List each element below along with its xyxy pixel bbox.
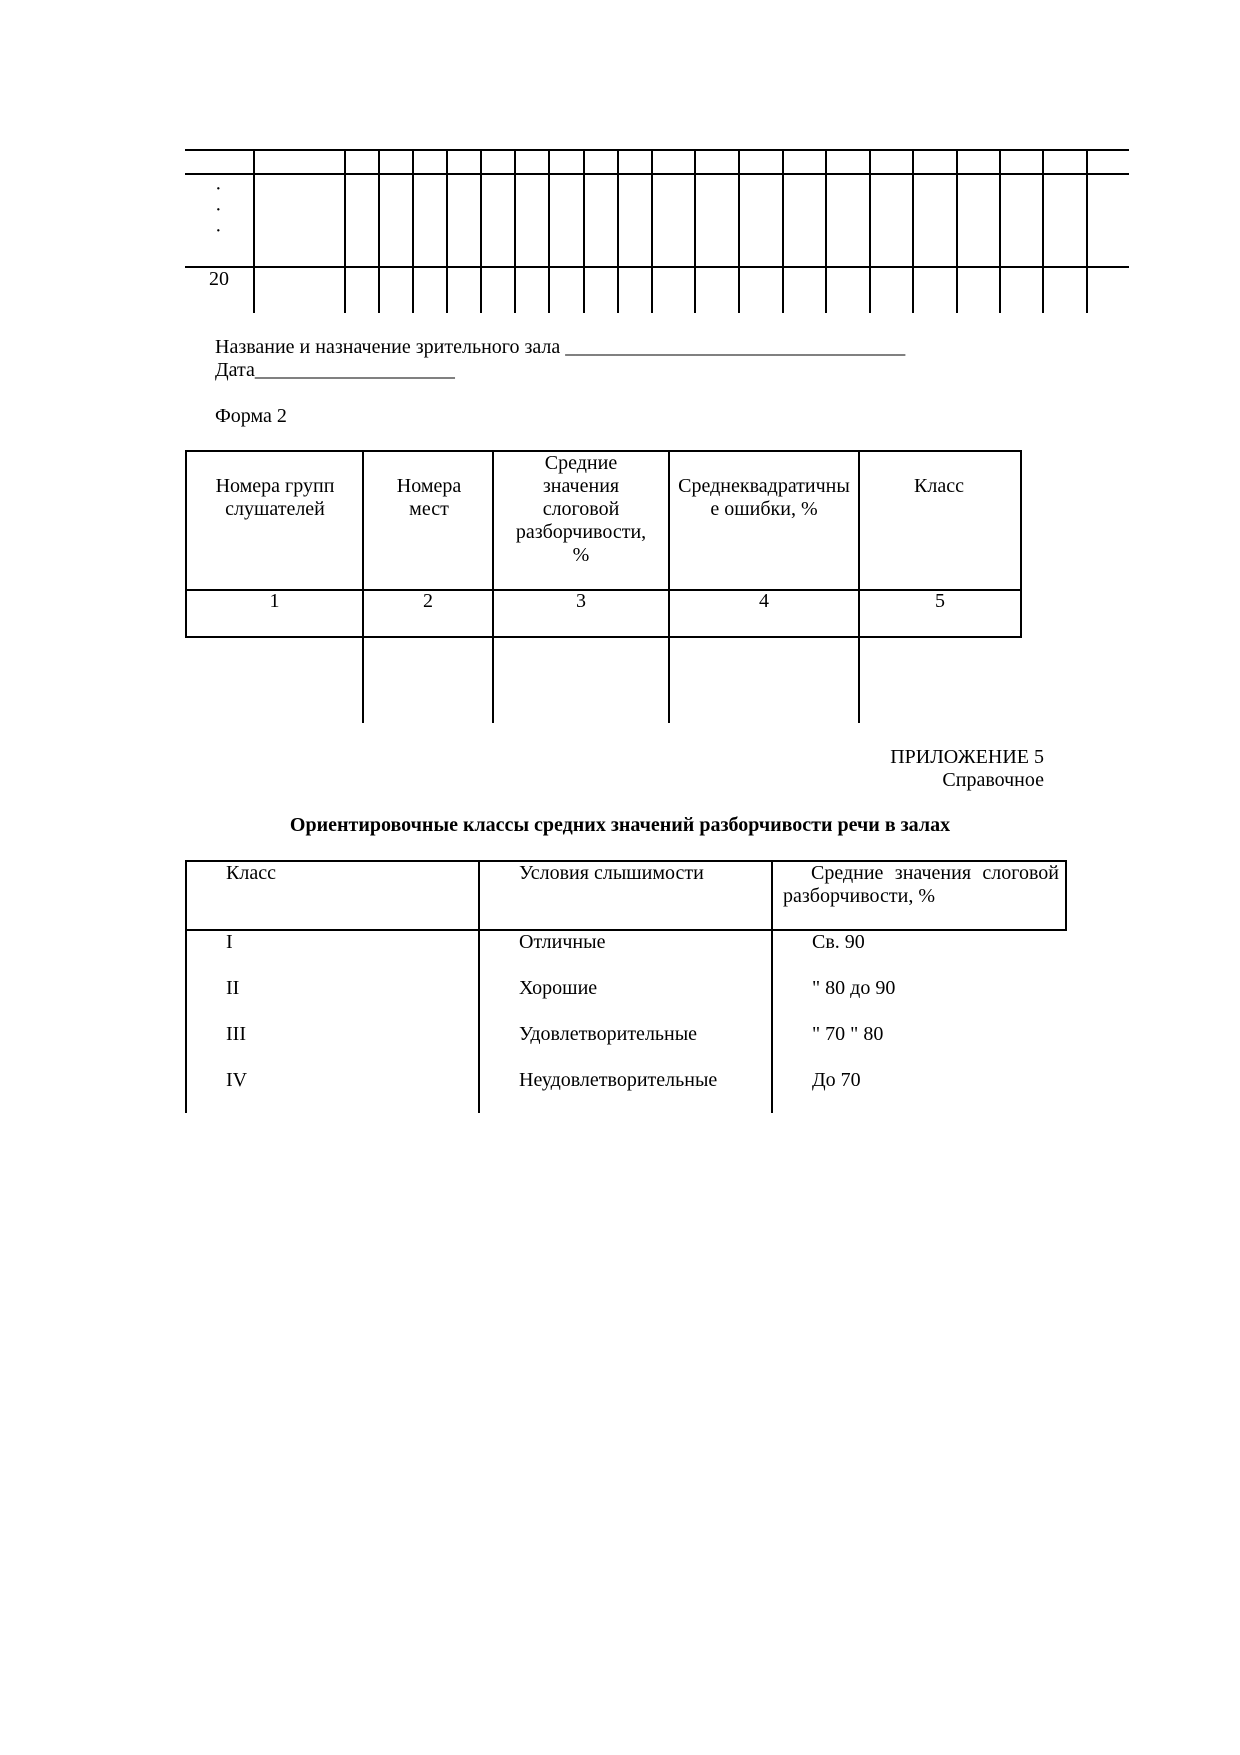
hall-name-field: Название и назначение зрительного зала __________________________________ (215, 336, 906, 358)
row-cond-4: Неудовлетворительные (519, 1069, 718, 1091)
ellipsis-dot-2: · (215, 199, 222, 221)
header-mean-intelligibility: Средние значения слоговой разборчивости, % (515, 452, 647, 566)
row-val-1: Св. 90 (812, 931, 865, 953)
ellipsis-dot-1: · (215, 178, 222, 200)
date-field: Дата____________________ (215, 359, 455, 381)
row-number-20: 20 (209, 268, 229, 290)
header-rms-errors: Среднеквадратичные ошибки, % (678, 475, 850, 520)
header-class: Класс (914, 475, 964, 497)
form-2-title: Форма 2 (215, 405, 287, 427)
row-class-1: I (226, 931, 233, 953)
ellipsis-dot-3: · (215, 220, 222, 242)
row-cond-1: Отличные (519, 931, 606, 953)
row-class-3: III (226, 1023, 246, 1045)
col-number-3: 3 (576, 590, 586, 612)
appendix-label: ПРИЛОЖЕНИЕ 5 (890, 746, 1044, 768)
row-val-4: До 70 (812, 1069, 861, 1091)
col-number-1: 1 (269, 590, 280, 612)
col-number-4: 4 (759, 590, 769, 612)
row-val-3: " 70 " 80 (812, 1023, 884, 1045)
header-listener-groups: Номера групп слушателей (215, 475, 335, 520)
header-seat-numbers: Номера мест (396, 475, 462, 520)
appendix-title: Ориентировочные классы средних значений разборчивости речи в залах (289, 814, 951, 836)
row-cond-2: Хорошие (519, 977, 598, 999)
header-conditions-col: Условия слышимости (519, 862, 704, 884)
row-class-4: IV (226, 1069, 248, 1091)
col-number-2: 2 (423, 590, 433, 612)
appendix-subtitle: Справочное (942, 769, 1044, 791)
header-values-col: Средние значения слоговой разборчивости, % (783, 862, 1059, 907)
col-number-5: 5 (935, 590, 945, 612)
header-class-col: Класс (226, 862, 276, 884)
row-class-2: II (226, 977, 240, 999)
row-val-2: " 80 до 90 (812, 977, 896, 999)
row-cond-3: Удовлетворительные (519, 1023, 698, 1045)
